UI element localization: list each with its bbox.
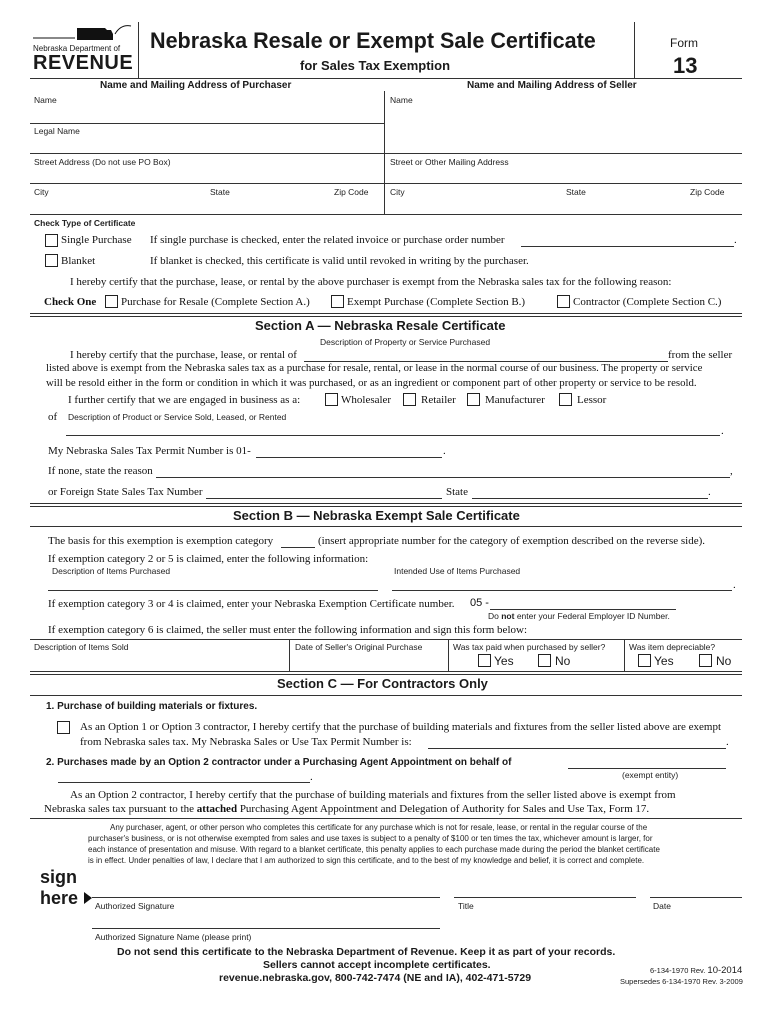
penalty-line-1: Any purchaser, agent, or other person who completes this certificate for any purchase which is not for resale, lease, or rental in the regular course of the <box>110 823 648 832</box>
depreciable-no-label: No <box>716 654 732 668</box>
depreciable-yes-checkbox[interactable] <box>638 654 651 667</box>
if-none-text: If none, state the reason <box>48 465 153 477</box>
agency-line: Nebraska Department of <box>33 44 121 53</box>
sign-arrow-icon <box>84 892 92 904</box>
footer-form-id: 6-134-1970 Rev. 10-2014 <box>650 965 743 976</box>
do-not-fein-note: Do not enter your Federal Employer ID Number. <box>488 611 670 621</box>
purchaser-name-label: Name <box>34 95 57 105</box>
purchaser-street-label: Street Address (Do not use PO Box) <box>34 157 171 167</box>
date-field[interactable] <box>650 897 742 898</box>
here-label: here <box>40 888 79 908</box>
section-c-item2: 2. Purchases made by an Option 2 contractor under a Purchasing Agent Appointment on behalf of <box>46 757 512 768</box>
check-one-label: Check One <box>44 296 97 308</box>
category-3-4-text: If exemption category 3 or 4 is claimed, enter your Nebraska Exemption Certificate number. <box>48 598 455 610</box>
basis-text-end: (insert appropriate number for the category of exemption described on the reverse side). <box>318 535 705 547</box>
print-name-label: Authorized Signature Name (please print) <box>95 932 252 942</box>
items-purchased-field[interactable] <box>48 590 378 591</box>
exemption-category-field[interactable] <box>281 547 315 548</box>
cert-prefix: 05 - <box>470 597 489 609</box>
single-purchase-text: If single purchase is checked, enter the related invoice or purchase order number <box>150 234 505 246</box>
wholesaler-label: Wholesaler <box>341 394 392 406</box>
seller-heading: Name and Mailing Address of Seller <box>467 80 637 91</box>
permit-number-field[interactable] <box>256 457 442 458</box>
depreciable-no-checkbox[interactable] <box>699 654 712 667</box>
exempt-entity-label: (exempt entity) <box>622 770 679 780</box>
of-desc-label: Description of Product or Service Sold, Leased, or Rented <box>68 412 287 422</box>
engaged-text: I further certify that we are engaged in business as a: <box>68 394 301 406</box>
title-field[interactable] <box>454 897 636 898</box>
date-label: Date <box>653 901 671 911</box>
agency-name: REVENUE <box>33 52 134 74</box>
invoice-number-field[interactable] <box>521 246 734 247</box>
of-label: of <box>48 411 58 423</box>
tax-paid-no-label: No <box>555 654 571 668</box>
footer-notice-2: Sellers cannot accept incomplete certificates. <box>263 959 491 971</box>
purchaser-zip-label: Zip Code <box>334 187 369 197</box>
nebraska-state-icon <box>33 22 133 44</box>
nebraska-logo <box>33 22 133 77</box>
exempt-entity-field-2[interactable] <box>58 782 310 783</box>
option-1-3-checkbox[interactable] <box>57 721 70 734</box>
seller-state-label: State <box>566 187 586 197</box>
tax-paid-yes-checkbox[interactable] <box>478 654 491 667</box>
penalty-line-2: purchaser's business, or is not otherwise exempted from sales and use taxes is subject to a penalty of $100 or ten times the tax, whichever amount is larger, for <box>88 834 653 843</box>
foreign-tax-number-field[interactable] <box>206 498 442 499</box>
authorized-signature-label: Authorized Signature <box>95 901 175 911</box>
footer-notice-1: Do not send this certificate to the Nebraska Department of Revenue. Keep it as part of your records. <box>117 946 616 958</box>
purchaser-legal-name-label: Legal Name <box>34 126 80 136</box>
blanket-text: If blanket is checked, this certificate is valid until revoked in writing by the purchaser. <box>150 255 529 267</box>
certificate-type-heading: Check Type of Certificate <box>34 218 136 228</box>
resale-option-label: Purchase for Resale (Complete Section A.) <box>121 296 310 308</box>
seller-name-label: Name <box>390 95 413 105</box>
seller-zip-label: Zip Code <box>690 187 725 197</box>
section-a-line1: I hereby certify that the purchase, lease, or rental of <box>70 349 297 361</box>
purchaser-heading: Name and Mailing Address of Purchaser <box>100 80 292 91</box>
col-original-purchase-date: Date of Seller's Original Purchase <box>295 642 423 652</box>
intended-use-field[interactable] <box>392 590 732 591</box>
retailer-checkbox[interactable] <box>403 393 416 406</box>
manufacturer-checkbox[interactable] <box>467 393 480 406</box>
manufacturer-label: Manufacturer <box>485 394 545 406</box>
penalty-line-4: is in effect. Under penalties of law, I declare that I am authorized to sign this certificate, and to the best of my knowledge and belief, it is correct and complete. <box>88 856 645 865</box>
section-c-title: Section C — For Contractors Only <box>277 676 488 691</box>
purchaser-city-label: City <box>34 187 49 197</box>
form-label: Form <box>670 36 698 50</box>
depreciable-yes-label: Yes <box>654 654 674 668</box>
col-depreciable: Was item depreciable? <box>629 642 716 652</box>
single-purchase-label: Single Purchase <box>61 234 132 246</box>
blanket-checkbox[interactable] <box>45 254 58 267</box>
option-1-3-text-b: from Nebraska sales tax. My Nebraska Sales or Use Tax Permit Number is: <box>80 736 412 748</box>
section-a-line1-end: from the seller <box>668 349 733 361</box>
footer-contact: revenue.nebraska.gov, 800-742-7474 (NE and IA), 402-471-5729 <box>219 972 532 984</box>
option-2-text-a: As an Option 2 contractor, I hereby certify that the purchase of building materials and fixtures from the seller listed above is exempt from <box>70 789 676 801</box>
contractor-permit-field[interactable] <box>428 748 726 749</box>
section-a-desc-label: Description of Property or Service Purchased <box>320 337 491 347</box>
form-number: 13 <box>673 53 698 78</box>
items-purchased-label: Description of Items Purchased <box>52 566 171 576</box>
purchaser-state-label: State <box>210 187 230 197</box>
lessor-checkbox[interactable] <box>559 393 572 406</box>
blanket-label: Blanket <box>61 255 96 267</box>
seller-city-label: City <box>390 187 405 197</box>
col-description-sold: Description of Items Sold <box>34 642 129 652</box>
section-b-title: Section B — Nebraska Exempt Sale Certificate <box>233 508 520 523</box>
retailer-label: Retailer <box>421 394 456 406</box>
title-label: Title <box>458 901 474 911</box>
section-a-title: Section A — Nebraska Resale Certificate <box>255 318 506 333</box>
print-name-field[interactable] <box>92 928 440 929</box>
certify-reason-text: I hereby certify that the purchase, lease, or rental by the above purchaser is exempt from the Nebraska sales tax for the following reason: <box>70 276 672 288</box>
resale-checkbox[interactable] <box>105 295 118 308</box>
footer-supersedes: Supersedes 6-134-1970 Rev. 3-2009 <box>620 977 743 986</box>
exemption-cert-number-field[interactable] <box>490 609 676 610</box>
contractor-checkbox[interactable] <box>557 295 570 308</box>
category-2-5-text: If exemption category 2 or 5 is claimed, enter the following information: <box>48 553 369 565</box>
product-description-field[interactable] <box>66 435 720 436</box>
foreign-state-label: State <box>446 486 468 498</box>
exempt-checkbox[interactable] <box>331 295 344 308</box>
permit-text: My Nebraska Sales Tax Permit Number is 01- <box>48 445 251 457</box>
exempt-entity-field[interactable] <box>568 768 726 769</box>
wholesaler-checkbox[interactable] <box>325 393 338 406</box>
col-tax-paid: Was tax paid when purchased by seller? <box>453 642 606 652</box>
penalty-line-3: each instance of presentation and misuse. With regard to a blanket certificate, this penalty applies to each purchase made during the period the blanket certificate <box>88 845 660 854</box>
lessor-label: Lessor <box>577 394 607 406</box>
tax-paid-no-checkbox[interactable] <box>538 654 551 667</box>
basis-text: The basis for this exemption is exemption category <box>48 535 274 547</box>
page-subtitle: for Sales Tax Exemption <box>300 58 451 73</box>
tax-paid-yes-label: Yes <box>494 654 514 668</box>
intended-use-label: Intended Use of Items Purchased <box>394 566 521 576</box>
section-a-line3: will be resold either in the form or condition in which it was purchased, or as an ingredient or component part of other property or service to be resold. <box>46 377 697 389</box>
seller-street-label: Street or Other Mailing Address <box>390 157 509 167</box>
reason-field[interactable] <box>156 477 730 478</box>
single-purchase-checkbox[interactable] <box>45 234 58 247</box>
section-a-line2: listed above is exempt from the Nebraska sales tax as a purchase for resale, rental, or lease in the normal course of our business. The property or service <box>46 362 703 374</box>
foreign-tax-text: or Foreign State Sales Tax Number <box>48 486 203 498</box>
option-1-3-text-a: As an Option 1 or Option 3 contractor, I hereby certify that the purchase of building materials and fixtures from the seller listed above are exempt <box>80 721 722 733</box>
contractor-option-label: Contractor (Complete Section C.) <box>573 296 722 308</box>
authorized-signature-field[interactable] <box>92 897 440 898</box>
section-c-item1: 1. Purchase of building materials or fixtures. <box>46 701 258 712</box>
page-title: Nebraska Resale or Exempt Sale Certificate <box>150 28 596 53</box>
sign-label: sign <box>40 867 78 887</box>
exempt-option-label: Exempt Purchase (Complete Section B.) <box>347 296 526 308</box>
category-6-text: If exemption category 6 is claimed, the seller must enter the following information and sign this form below: <box>48 624 527 636</box>
option-2-text-b: Nebraska sales tax pursuant to the attached Purchasing Agent Appointment and Delegation of Authority for Sales and Use Tax, Form 17. <box>44 803 650 815</box>
foreign-state-field[interactable] <box>472 498 708 499</box>
